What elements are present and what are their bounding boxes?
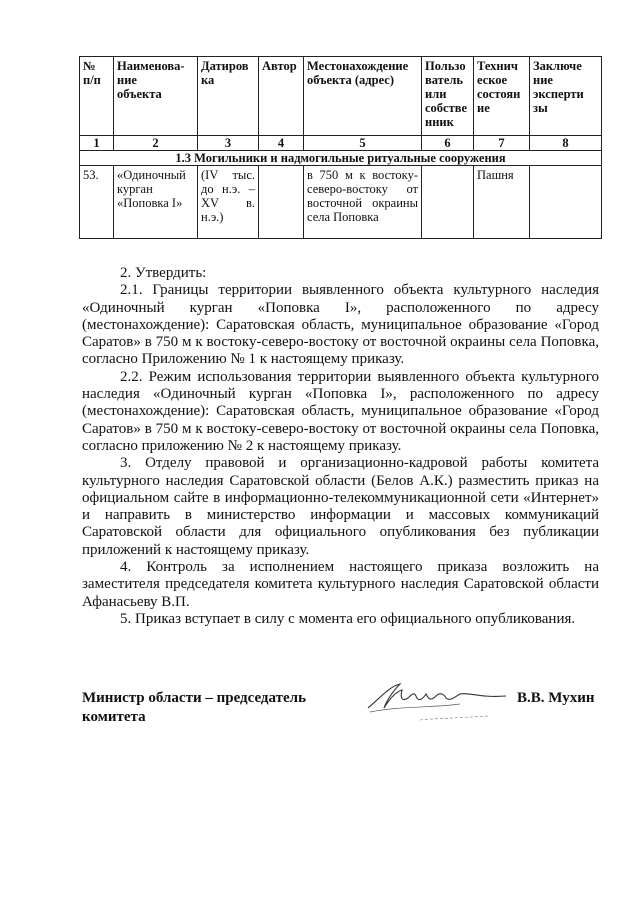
column-number: 6: [422, 136, 474, 151]
column-number: 4: [259, 136, 304, 151]
column-number: 2: [114, 136, 198, 151]
row-author: [259, 166, 304, 239]
column-number: 7: [474, 136, 530, 151]
handwritten-signature: [360, 668, 510, 728]
row-location: в 750 м к востоку-северо-востоку от восточной окраины села Поповка: [304, 166, 422, 239]
paragraph-3: 3. Отделу правовой и организационно-кадровой работы комитета культурного наследия Саратовской области (Белов А.К.) разместить приказ на официальном сайте в информационно-телекоммуникационной сети «Интернет» и направить в министерство информации и массовых коммуникаций Саратовской области для официального опубликования без публикации приложений к настоящему приказу.: [82, 455, 599, 558]
heritage-register-table: [79, 56, 602, 239]
signatory-title: Министр области – председатель комитета: [82, 690, 307, 725]
table-row: [80, 166, 602, 239]
paragraph-2-1: 2.1. Границы территории выявленного объекта культурного наследия «Одиночный курган «Поповка I», расположенного по адресу (местонахождение): Саратовская область, муниципальное образование «Город Саратов» в 750 м к востоку-северо-востоку от восточной окраины села Поповка, согласно Приложению № 1 к настоящему приказу.: [82, 282, 599, 368]
paragraph-2-2: 2.2. Режим использования территории выявленного объекта культурного наследия «Одиночный курган «Поповка I», расположенного по адресу (местонахождение): Саратовская область, муниципальное образование «Город Саратов» в 750 м к востоку-северо-востоку от восточной окраины села Поповка, согласно приложению № 2 к настоящему приказу.: [82, 368, 599, 454]
header-number: № п/п: [80, 57, 114, 136]
row-dating: (IV тыс. до н.э. – XV в. н.э.): [198, 166, 259, 239]
column-number: 3: [198, 136, 259, 151]
row-object-name: «Одиночный курган «Поповка I»: [114, 166, 198, 239]
row-user: [422, 166, 474, 239]
section-title: 1.3 Могильники и надмогильные ритуальные сооружения: [80, 151, 602, 166]
table-header-row: [80, 57, 602, 136]
paragraph-4: 4. Контроль за исполнением настоящего приказа возложить на заместителя председателя комитета культурного наследия Саратовской области Афанасьеву В.П.: [82, 559, 599, 610]
header-dating: Датиров ка: [198, 57, 259, 136]
column-number-row: [80, 136, 602, 151]
row-condition: Пашня: [474, 166, 530, 239]
column-number: 1: [80, 136, 114, 151]
header-author: Автор: [259, 57, 304, 136]
column-number: 8: [530, 136, 602, 151]
signatory-name: В.В. Мухин: [517, 690, 595, 706]
header-condition: Технич еское состоян ие: [474, 57, 530, 136]
row-expertise: [530, 166, 602, 239]
section-row: [80, 151, 602, 166]
paragraph-2: 2. Утвердить:: [120, 265, 207, 281]
header-location: Местонахождение объекта (адрес): [304, 57, 422, 136]
header-user: Пользо ватель или собстве нник: [422, 57, 474, 136]
order-body: [82, 265, 599, 628]
header-expertise: Заключе ние эксперти зы: [530, 57, 602, 136]
paragraph-5: 5. Приказ вступает в силу с момента его официального опубликования.: [120, 610, 576, 627]
header-name: Наименова- ние объекта: [114, 57, 198, 136]
column-number: 5: [304, 136, 422, 151]
row-number: 53.: [80, 166, 114, 239]
